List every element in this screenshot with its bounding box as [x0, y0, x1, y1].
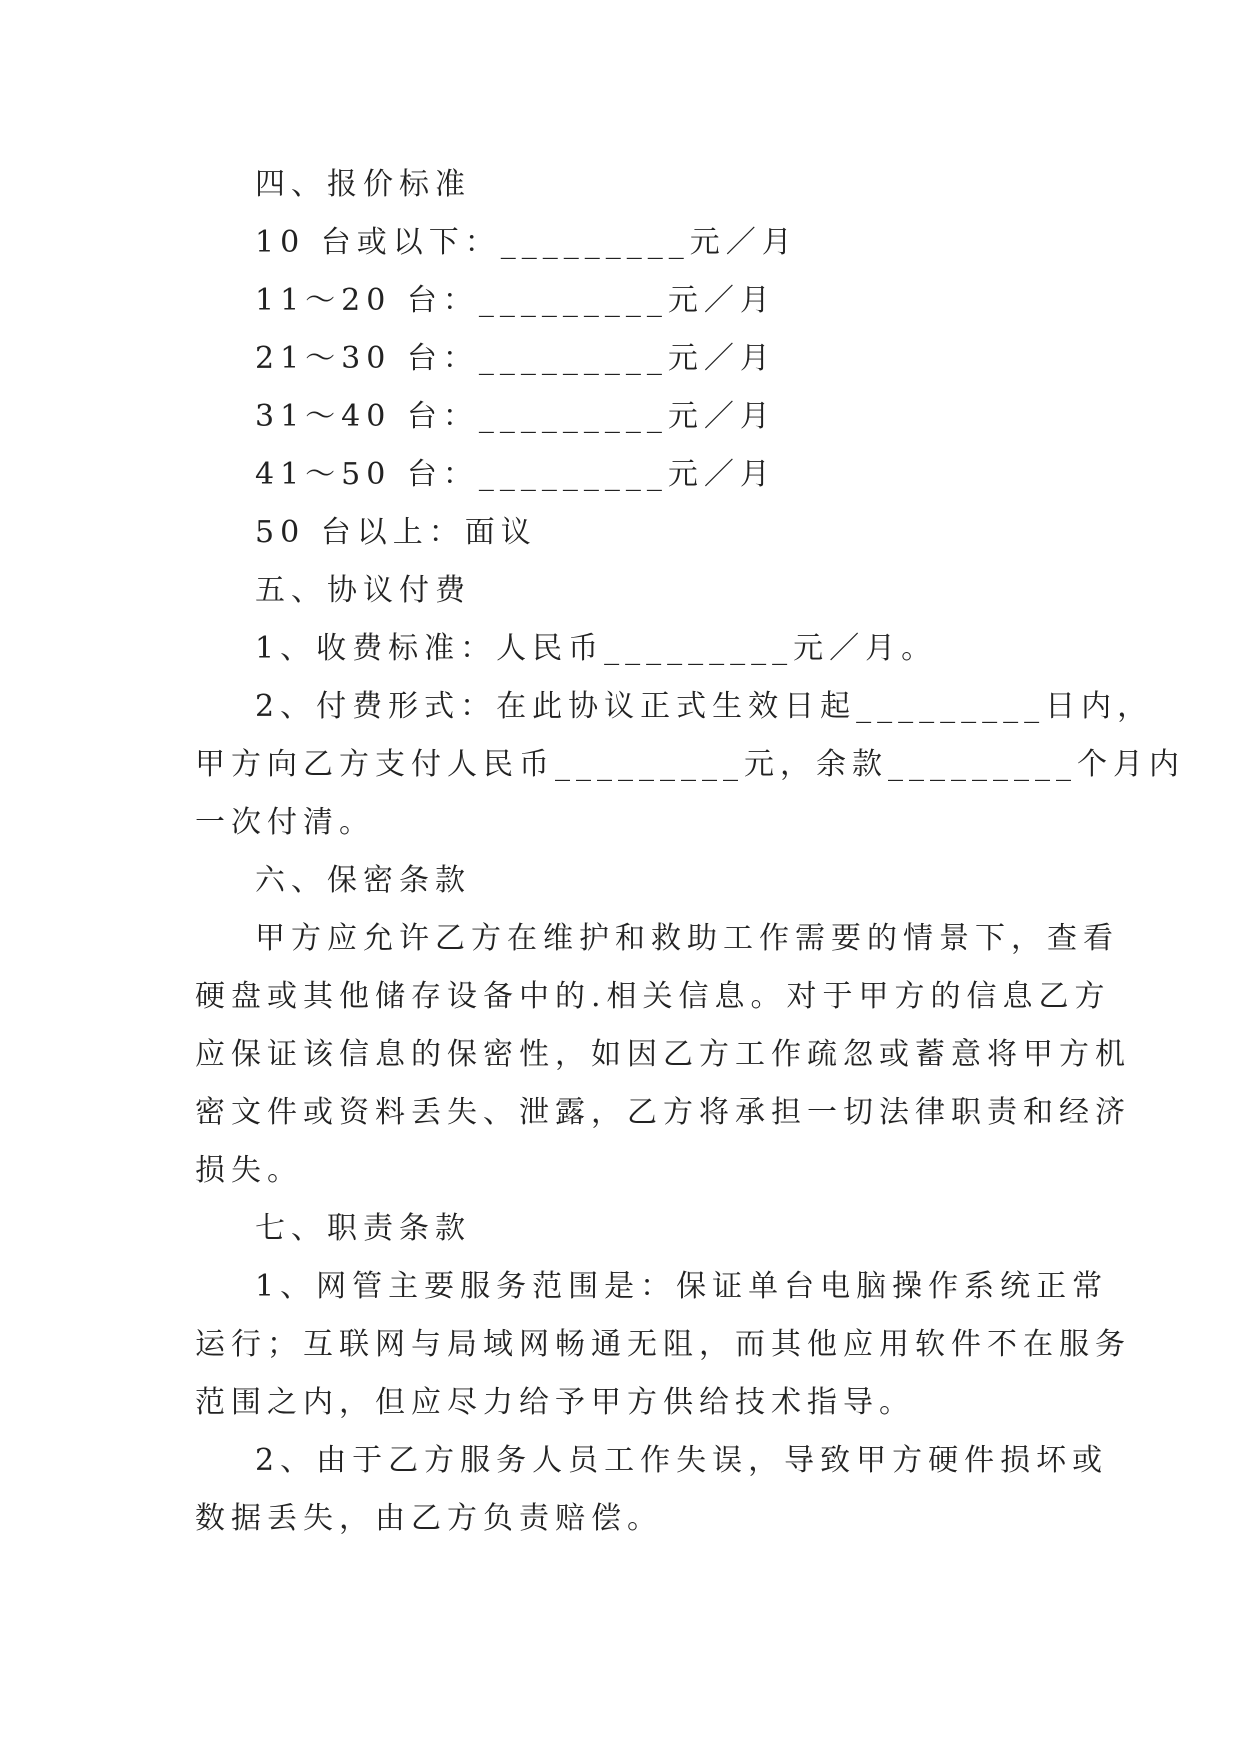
price-tier-11-20: 11～20 台：_________元／月	[255, 283, 776, 318]
payment-method-line-1: 2、付费形式：在此协议正式生效日起_________日内，	[255, 689, 1154, 724]
confidentiality-line-3: 应保证该信息的保密性，如因乙方工作疏忽或蓄意将甲方机	[195, 1037, 1131, 1072]
responsibility-item-1-line-1: 1、网管主要服务范围是：保证单台电脑操作系统正常	[255, 1269, 1109, 1304]
price-tier-31-40: 31～40 台：_________元／月	[255, 399, 776, 434]
confidentiality-line-5: 损失。	[195, 1153, 303, 1188]
responsibility-item-1-line-2: 运行；互联网与局域网畅通无阻，而其他应用软件不在服务	[195, 1327, 1131, 1362]
responsibility-item-1-line-3: 范围之内，但应尽力给予甲方供给技术指导。	[195, 1385, 915, 1420]
price-tier-21-30: 21～30 台：_________元／月	[255, 341, 776, 376]
responsibility-item-2-line-2: 数据丢失，由乙方负责赔偿。	[195, 1501, 663, 1536]
section-heading-payment: 五、协议付费	[255, 573, 471, 608]
payment-fee-standard: 1、收费标准：人民币_________元／月。	[255, 631, 938, 666]
confidentiality-line-2: 硬盘或其他储存设备中的.相关信息。对于甲方的信息乙方	[195, 979, 1111, 1014]
price-tier-over-50: 50 台以上：面议	[255, 515, 537, 550]
price-tier-up-to-10: 10 台或以下：_________元／月	[255, 225, 798, 260]
section-heading-pricing: 四、报价标准	[255, 167, 471, 202]
price-tier-41-50: 41～50 台：_________元／月	[255, 457, 776, 492]
section-heading-confidentiality: 六、保密条款	[255, 863, 471, 898]
payment-method-line-2: 甲方向乙方支付人民币_________元，余款_________个月内	[195, 747, 1185, 782]
responsibility-item-2-line-1: 2、由于乙方服务人员工作失误，导致甲方硬件损坏或	[255, 1443, 1109, 1478]
payment-method-line-3: 一次付清。	[195, 805, 375, 840]
confidentiality-line-4: 密文件或资料丢失、泄露，乙方将承担一切法律职责和经济	[195, 1095, 1131, 1130]
confidentiality-line-1: 甲方应允许乙方在维护和救助工作需要的情景下，查看	[255, 921, 1119, 956]
section-heading-responsibility: 七、职责条款	[255, 1211, 471, 1246]
